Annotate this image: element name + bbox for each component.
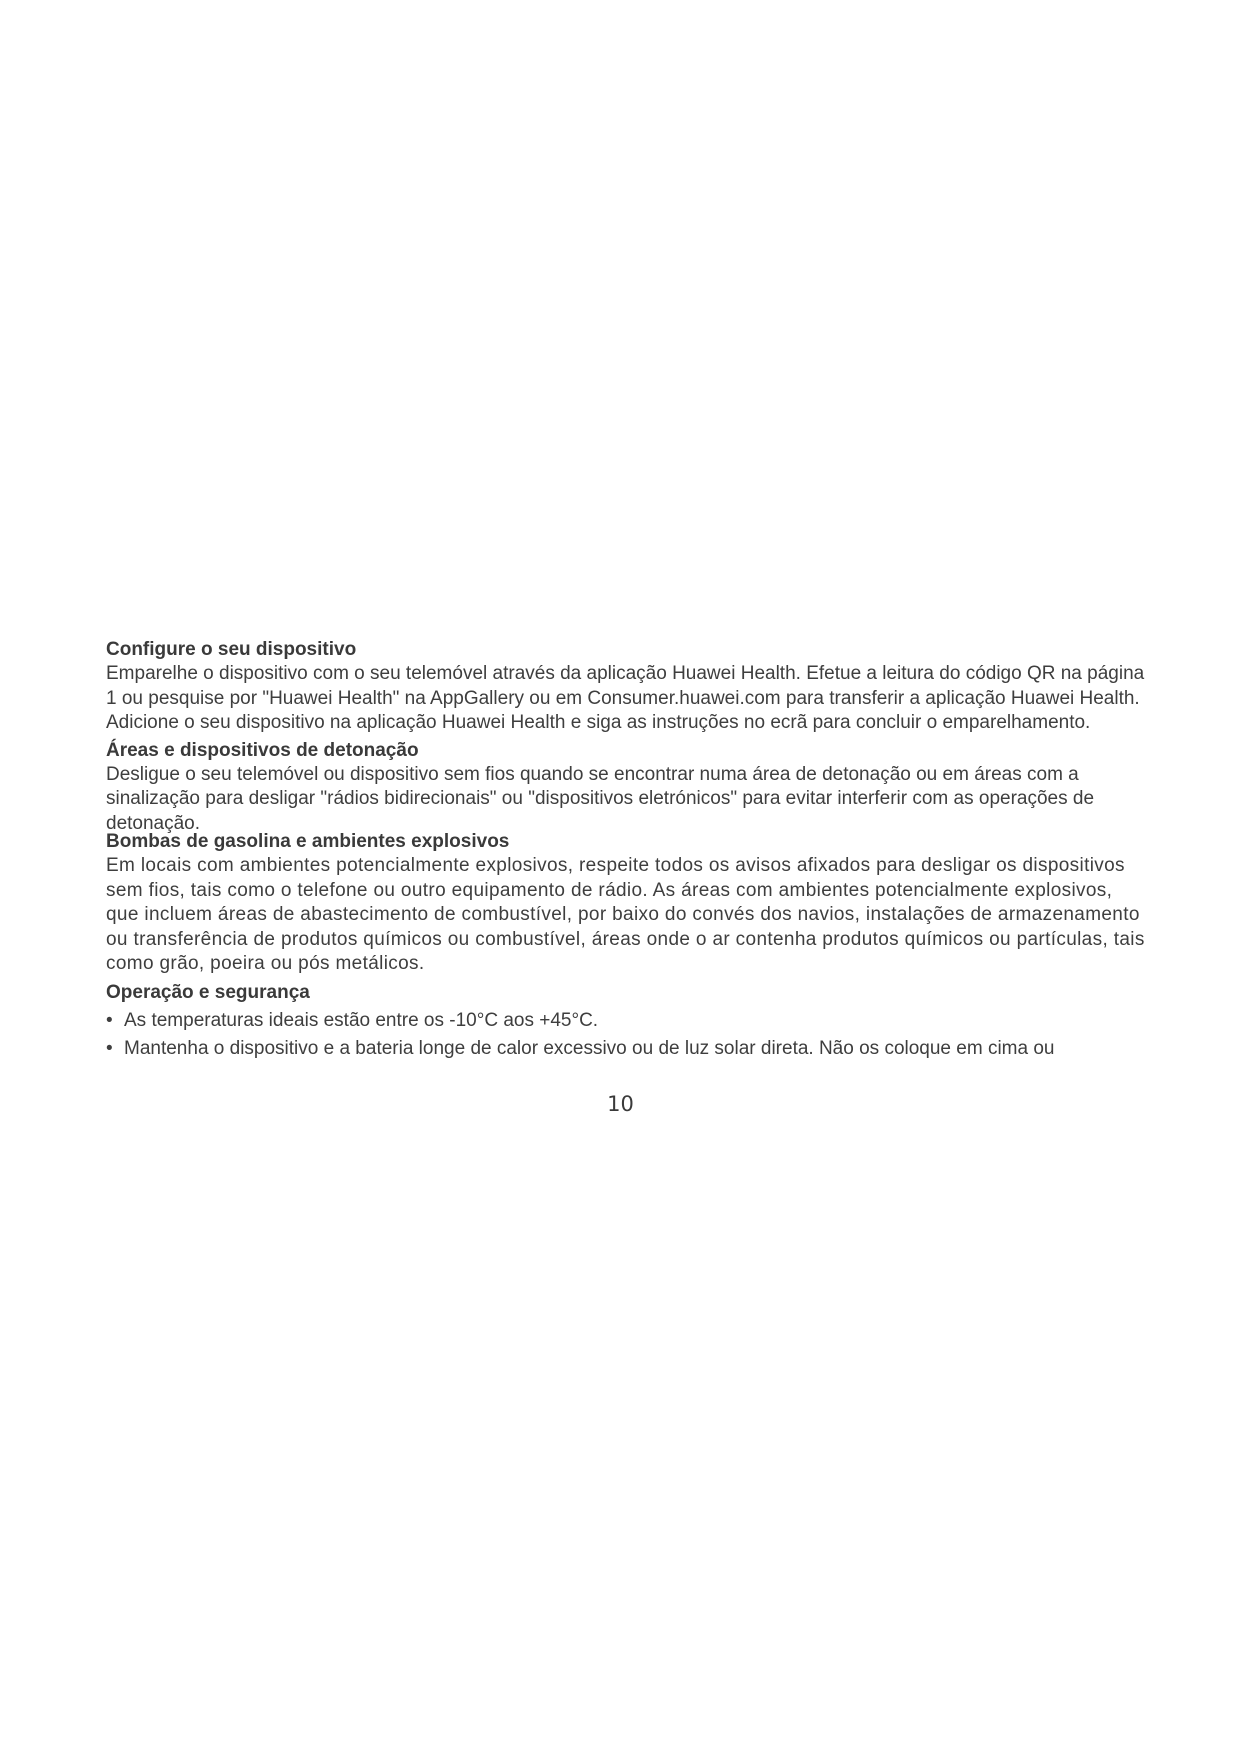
operation-bullet-list	[106, 1009, 1146, 1062]
section-heading-detonation: Áreas e dispositivos de detonação	[106, 739, 419, 761]
page-content	[106, 638, 1146, 1066]
list-item-text: As temperaturas ideais estão entre os -10°C aos +45°C.	[124, 1009, 599, 1031]
page-number: 10	[607, 1092, 634, 1116]
section-text-detonation: Desligue o seu telemóvel ou dispositivo sem fios quando se encontrar numa área de detonação ou em áreas com a sinalização para desligar "rádios bidirecionais" ou "dispositivos eletrónicos" para evitar interferir com as operações de detonação.	[106, 763, 1095, 834]
section-heading-setup: Configure o seu dispositivo	[106, 639, 357, 660]
section-text-explosive: Em locais com ambientes potencialmente explosivos, respeite todos os avisos afixados para desligar os dispositivos sem fios, tais como o telefone ou outro equipamento de rádio. As áreas com ambientes potencialmente explosivos, que incluem áreas de abastecimento de combustível, por baixo do convés dos navios, instalações de armazenamento ou transferência de produtos químicos ou combustível, áreas onde o ar contenha produtos químicos ou partículas, tais como grão, poeira ou pós metálicos.	[106, 855, 1145, 974]
section-heading-explosive: Bombas de gasolina e ambientes explosivos	[106, 831, 510, 852]
list-item-text: Mantenha o dispositivo e a bateria longe de calor excessivo ou de luz solar direta. Não os coloque em cima ou	[124, 1038, 1055, 1059]
bullet-icon: •	[106, 1009, 113, 1031]
list-item	[106, 1037, 1146, 1062]
bullet-icon: •	[106, 1038, 113, 1059]
list-item	[106, 1009, 1146, 1034]
section-text-setup: Emparelhe o dispositivo com o seu telemóvel através da aplicação Huawei Health. Efetue a leitura do código QR na página 1 ou pesquise por "Huawei Health" na AppGallery ou em Consumer.huawei.com para transferir a aplicação Huawei Health. Adicione o seu dispositivo na aplicação Huawei Health e siga as instruções no ecrã para concluir o emparelhamento.	[106, 663, 1145, 733]
section-heading-operation: Operação e segurança	[106, 981, 310, 1003]
